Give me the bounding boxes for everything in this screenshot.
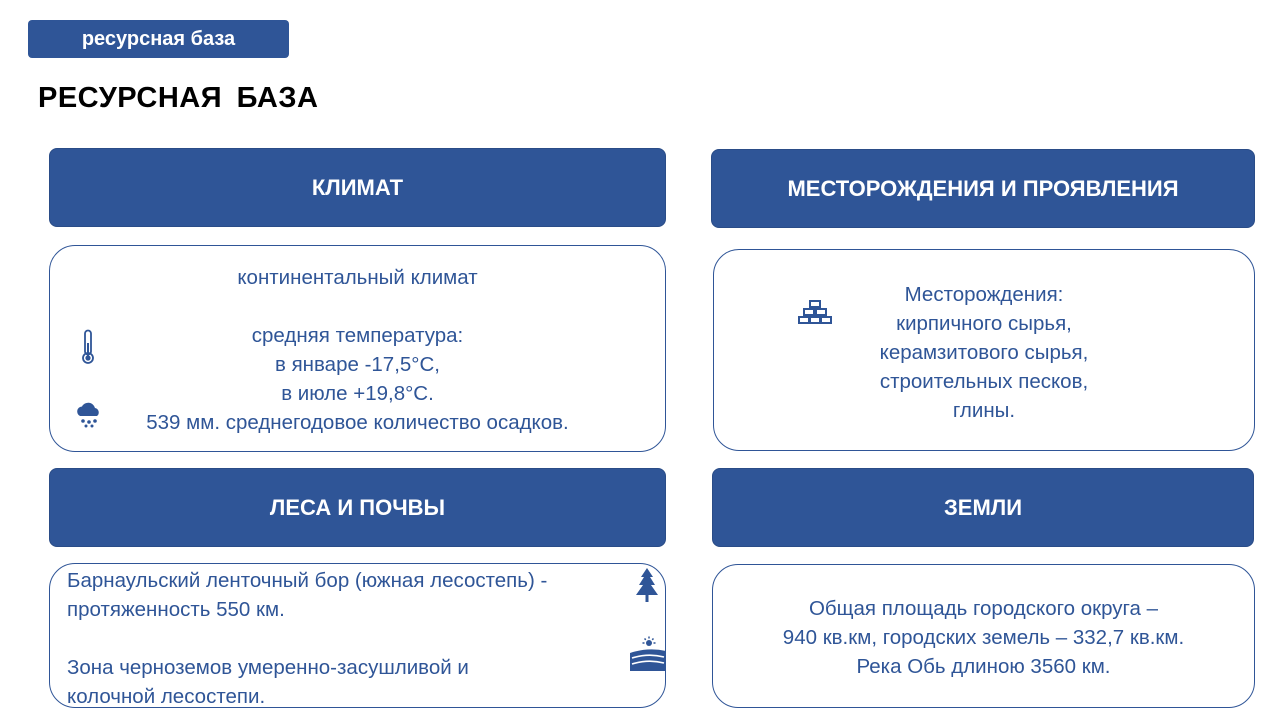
lands-header — [712, 468, 1254, 547]
rain-cloud-icon — [75, 400, 103, 428]
temp-label: средняя температура: — [251, 324, 464, 347]
forests-header — [49, 468, 666, 547]
section-tag: ресурсная база — [28, 20, 289, 58]
pine-tree-icon — [634, 567, 660, 603]
lands-box — [712, 564, 1255, 708]
deposits-header-label: МЕСТОРОЖДЕНИЯ И ПРОЯВЛЕНИЯ — [787, 175, 1179, 201]
climate-header — [49, 148, 666, 227]
soil-line-1: Зона черноземов умеренно-засушливой и — [67, 656, 469, 679]
lands-line-2: 940 кв.км, городских земель – 332,7 кв.км. — [782, 626, 1185, 649]
climate-header-label: КЛИМАТ — [311, 174, 404, 200]
temp-january: в январе -17,5°С, — [275, 353, 440, 376]
gold-bars-icon — [798, 299, 832, 325]
forest-line-2: протяженность 550 км. — [67, 598, 285, 621]
thermometer-icon — [80, 329, 96, 365]
precipitation-text: 539 мм. среднегодовое количество осадков. — [146, 411, 569, 434]
lands-header-label: ЗЕМЛИ — [943, 494, 1023, 520]
forests-box — [49, 563, 666, 708]
deposits-line-4: строительных песков, — [879, 370, 1089, 393]
deposits-line-2: кирпичного сырья, — [896, 312, 1072, 335]
field-sun-icon — [629, 636, 667, 672]
forests-header-label: ЛЕСА И ПОЧВЫ — [269, 494, 446, 520]
temp-july: в июле +19,8°С. — [281, 382, 434, 405]
soil-line-2: колочной лесостепи. — [67, 685, 266, 708]
climate-type: континентальный климат — [237, 266, 478, 289]
deposits-line-1: Месторождения: — [904, 283, 1064, 306]
lands-line-1: Общая площадь городского округа – — [808, 597, 1159, 620]
lands-line-3: Река Обь длиною 3560 км. — [856, 655, 1111, 678]
climate-box — [49, 245, 666, 452]
page-title: РЕСУРСНАЯ БАЗА — [38, 82, 319, 114]
deposits-box — [713, 249, 1255, 451]
deposits-line-5: глины. — [952, 399, 1016, 422]
deposits-header — [711, 149, 1255, 228]
deposits-line-3: керамзитового сырья, — [879, 341, 1089, 364]
forest-line-1: Барнаульский ленточный бор (южная лесостепь) - — [67, 569, 548, 592]
